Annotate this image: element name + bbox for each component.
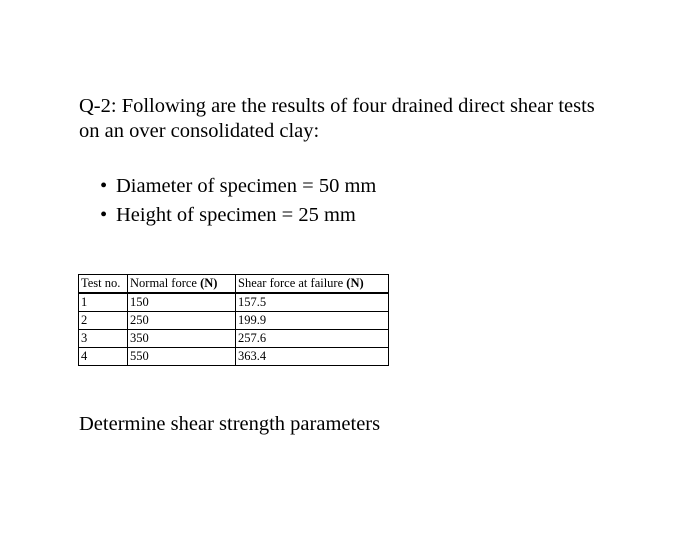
table-row <box>79 348 389 366</box>
question-text <box>79 94 669 144</box>
table-row <box>79 312 389 330</box>
task-text: Determine shear strength parameters <box>79 413 381 435</box>
cell-normal-force: 350 <box>128 330 236 348</box>
bullet-icon: • <box>100 204 108 226</box>
cell-normal-force: 150 <box>128 293 236 312</box>
cell-shear-force: 157.5 <box>236 293 389 312</box>
cell-normal-force: 550 <box>128 348 236 366</box>
results-table <box>78 274 389 366</box>
cell-shear-force: 363.4 <box>236 348 389 366</box>
question-line-2: on an over consolidated clay: <box>79 120 320 142</box>
cell-shear-force: 199.9 <box>236 312 389 330</box>
header-test-no: Test no. <box>79 275 128 294</box>
bullet-text-diameter: Diameter of specimen = 50 mm <box>116 175 377 197</box>
cell-test-no: 3 <box>79 330 128 348</box>
table-row <box>79 293 389 312</box>
question-line-1: Q-2: Following are the results of four drained direct shear tests <box>79 95 595 117</box>
header-normal-force: Normal force (N) <box>128 275 236 294</box>
list-item-height <box>100 201 376 230</box>
table-header-row <box>79 275 389 294</box>
cell-test-no: 4 <box>79 348 128 366</box>
cell-shear-force: 257.6 <box>236 330 389 348</box>
cell-test-no: 1 <box>79 293 128 312</box>
header-shear-force-unit: (N) <box>346 276 364 290</box>
specimen-details-list <box>100 172 376 230</box>
header-normal-force-unit: (N) <box>200 276 218 290</box>
list-item-diameter <box>100 172 376 201</box>
header-shear-force: Shear force at failure (N) <box>236 275 389 294</box>
cell-normal-force: 250 <box>128 312 236 330</box>
cell-test-no: 2 <box>79 312 128 330</box>
table-row <box>79 330 389 348</box>
bullet-icon: • <box>100 175 108 197</box>
bullet-text-height: Height of specimen = 25 mm <box>116 204 356 226</box>
